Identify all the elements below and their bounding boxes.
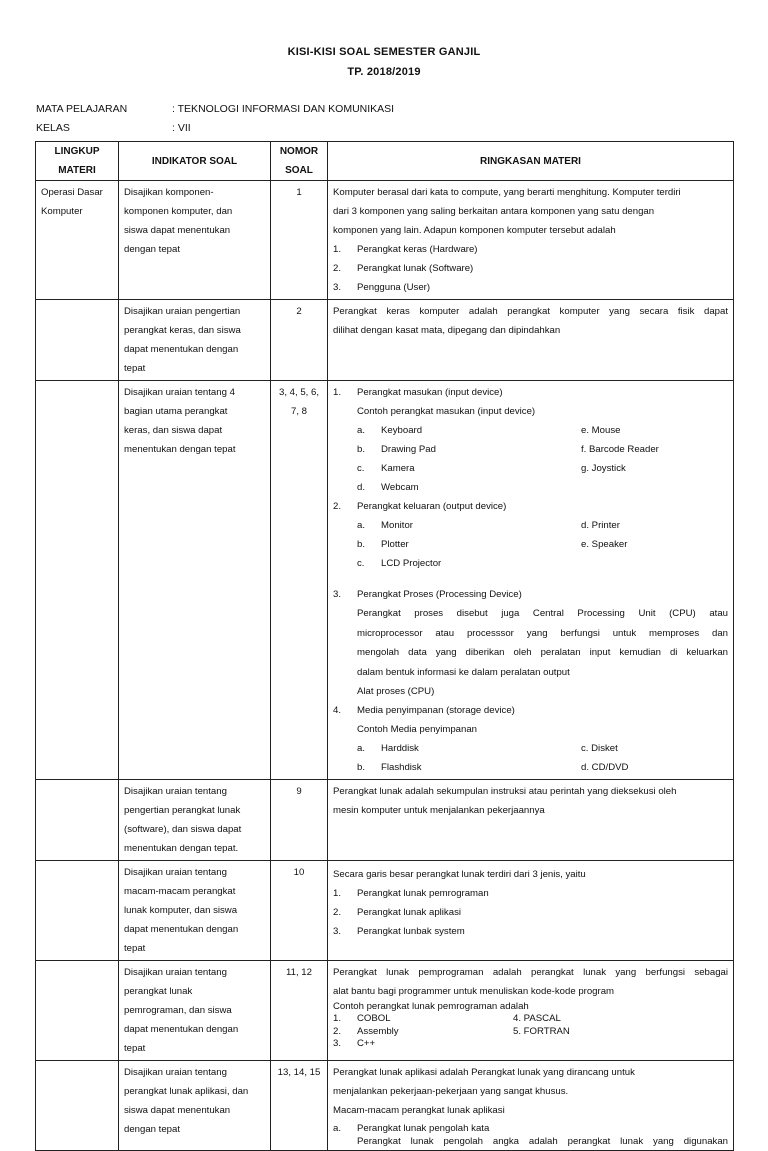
list-item: b. Plotter e. Speaker <box>357 539 628 550</box>
summary-cell: Perangkat lunak adalah sekumpulan instruksi atau perintah yang dieksekusi oleh mesin komputer untuk menjalankan pekerjaannya <box>328 779 734 860</box>
summary-cell: 1. Perangkat masukan (input device) Contoh perangkat masukan (input device) a. Keyboard e. Mouse b. Drawing Pad f. Barcode Reader c. Kamera g. Joystick d. Webcam 2. Perangkat keluaran (output device) a. Monitor d. Printer b. Plotter e. Speaker c. LCD Projector 3. Perangkat Proses (Processing Device) Perangkat proses disebut juga Central Processing Unit (CPU) atau microprocessor atau processsor yang berfungsi untuk memproses dan mengolah data yang diberikan oleh peralatan input kemudian di keluarkan dalam bentuk informasi ke dalam peralatan output Alat proses (CPU) 4. Media penyimpanan (storage device) Contoh Media penyimpanan a. Harddisk c. Disket b. Flashdisk d. CD/DVD <box>328 381 734 780</box>
list-item: a. Perangkat lunak pengolah kata <box>333 1122 490 1134</box>
list-item: 2. Perangkat lunak (Software) <box>333 263 474 274</box>
subject-value: : TEKNOLOGI INFORMASI DAN KOMUNIKASI <box>172 103 395 115</box>
indicator-cell: Disajikan uraian tentang perangkat lunak aplikasi, dan siswa dapat menentukan dengan tepat <box>119 1060 271 1150</box>
class-value: : VII <box>172 122 191 134</box>
list-item: 2. Perangkat lunak aplikasi <box>333 906 461 918</box>
table-header-row <box>36 142 734 181</box>
list-item: 3. Perangkat lunbak system <box>333 925 465 937</box>
list-item: 1. Perangkat keras (Hardware) <box>333 244 478 255</box>
scope-cell <box>36 779 119 860</box>
list-item: 1. COBOL 4. PASCAL <box>333 1013 561 1025</box>
list-item: a. Harddisk c. Disket <box>357 742 618 754</box>
number-cell: 2 <box>271 300 328 381</box>
scope-cell <box>36 381 119 780</box>
indicator-cell: Disajikan komponen- komponen komputer, dan siswa dapat menentukan dengan tepat <box>119 181 271 300</box>
list-item: c. Kamera g. Joystick <box>357 463 626 474</box>
summary-cell: Perangkat keras komputer adalah perangkat komputer yang secara fisik dapat dilihat dengan kasat mata, dipegang dan dipindahkan <box>328 300 734 381</box>
table-row <box>36 1060 734 1150</box>
number-cell: 11, 12 <box>271 960 328 1060</box>
indicator-cell: Disajikan uraian tentang 4 bagian utama perangkat keras, dan siswa dapat menentukan dengan tepat <box>119 381 271 780</box>
kisi-kisi-table <box>35 141 734 1151</box>
list-item: 1. Perangkat lunak pemrograman <box>333 887 489 899</box>
list-item: 2. Perangkat keluaran (output device) <box>333 501 507 512</box>
subject-label: MATA PELAJARAN <box>36 103 128 115</box>
number-cell: 13, 14, 15 <box>271 1060 328 1150</box>
list-item: 3. Pengguna (User) <box>333 282 431 293</box>
list-item: d. Webcam <box>357 482 419 493</box>
table-row <box>36 960 734 1060</box>
number-cell: 9 <box>271 779 328 860</box>
list-item: c. LCD Projector <box>357 558 442 569</box>
number-cell: 1 <box>271 181 328 300</box>
summary-cell: Secara garis besar perangkat lunak terdiri dari 3 jenis, yaitu 1. Perangkat lunak pemrograman 2. Perangkat lunak aplikasi 3. Perangkat lunbak system <box>328 860 734 960</box>
table-row <box>36 860 734 960</box>
document-year: TP. 2018/2019 <box>347 66 421 78</box>
number-cell: 10 <box>271 860 328 960</box>
scope-cell <box>36 1060 119 1150</box>
summary-cell: Perangkat lunak aplikasi adalah Perangkat lunak yang dirancang untuk menjalankan pekerjaan-pekerjaan yang sangat khusus. Macam-macam perangkat lunak aplikasi a. Perangkat lunak pengolah kata Perangkat lunak pengolah angka adalah perangkat lunak yang digunakan <box>328 1060 734 1150</box>
summary-cell: Perangkat lunak pemprograman adalah perangkat lunak yang berfungsi sebagai alat bantu bagi programmer untuk menuliskan kode-kode program Contoh perangkat lunak pemrograman adalah 1. COBOL 4. PASCAL 2. Assembly 5. FORTRAN 3. C++ <box>328 960 734 1060</box>
number-cell: 3, 4, 5, 6, 7, 8 <box>271 381 328 780</box>
header-indicator: INDIKATOR SOAL <box>119 142 271 181</box>
scope-cell <box>36 300 119 381</box>
header-scope: LINGKUP MATERI <box>36 142 119 181</box>
scope-cell: Operasi Dasar Komputer <box>36 181 119 300</box>
indicator-cell: Disajikan uraian tentang perangkat lunak pemrograman, dan siswa dapat menentukan dengan tepat <box>119 960 271 1060</box>
document-title: KISI-KISI SOAL SEMESTER GANJIL <box>287 46 481 58</box>
scope-cell <box>36 960 119 1060</box>
scope-cell <box>36 860 119 960</box>
list-item: a. Keyboard e. Mouse <box>357 425 621 436</box>
indicator-cell: Disajikan uraian pengertian perangkat keras, dan siswa dapat menentukan dengan tepat <box>119 300 271 381</box>
table-row <box>36 181 734 300</box>
list-item: 2. Assembly 5. FORTRAN <box>333 1025 570 1037</box>
summary-cell: Komputer berasal dari kata to compute, yang berarti menghitung. Komputer terdiri dari 3 komponen yang saling berkaitan antara komponen yang satu dengan komponen yang lain. Adapun komponen komputer tersebut adalah 1. Perangkat keras (Hardware) 2. Perangkat lunak (Software) 3. Pengguna (User) <box>328 181 734 300</box>
list-item: b. Flashdisk d. CD/DVD <box>357 761 629 773</box>
indicator-cell: Disajikan uraian tentang macam-macam perangkat lunak komputer, dan siswa dapat menentukan dengan tepat <box>119 860 271 960</box>
header-number: NOMOR SOAL <box>271 142 328 181</box>
list-item: 3. C++ <box>333 1038 376 1050</box>
indicator-cell: Disajikan uraian tentang pengertian perangkat lunak (software), dan siswa dapat menentukan dengan tepat. <box>119 779 271 860</box>
table-row <box>36 381 734 780</box>
list-item: 3. Perangkat Proses (Processing Device) <box>333 589 522 600</box>
list-item: 4. Media penyimpanan (storage device) <box>333 704 515 716</box>
list-item: b. Drawing Pad f. Barcode Reader <box>357 444 659 455</box>
list-item: a. Monitor d. Printer <box>357 520 620 531</box>
class-label: KELAS <box>36 122 70 134</box>
list-item: 1. Perangkat masukan (input device) <box>333 387 503 398</box>
table-row <box>36 779 734 860</box>
header-summary: RINGKASAN MATERI <box>328 142 734 181</box>
table-row <box>36 300 734 381</box>
